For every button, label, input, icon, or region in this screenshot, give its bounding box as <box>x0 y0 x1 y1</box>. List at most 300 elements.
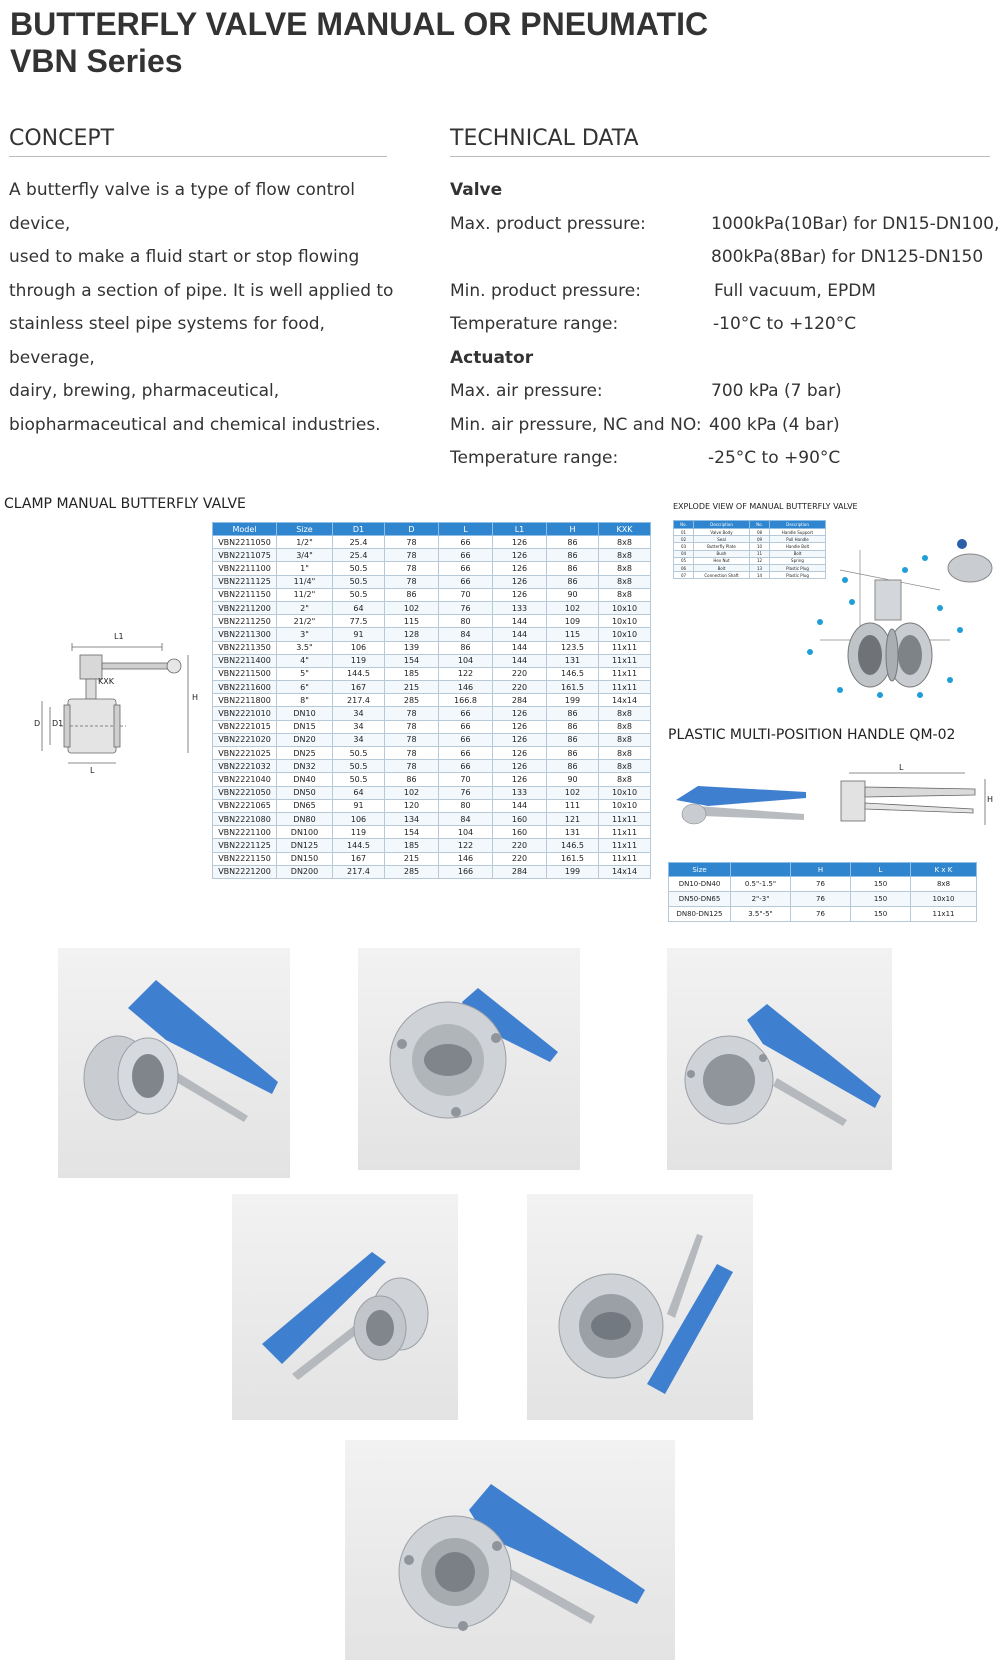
clamp-table-cell: VBN2211500 <box>213 667 277 680</box>
clamp-table-cell: 86 <box>385 588 439 601</box>
explode-table-cell: 07 <box>674 572 694 579</box>
explode-table-cell: 13 <box>750 564 770 571</box>
handle-column-header: Size <box>669 863 731 877</box>
clamp-table-cell: 11x11 <box>599 641 651 654</box>
clamp-table-cell: 50.5 <box>333 588 385 601</box>
clamp-table-cell: 160 <box>493 826 547 839</box>
handle-table-cell: DN10-DN40 <box>669 877 731 892</box>
clamp-table-cell: 5" <box>277 667 333 680</box>
clamp-table-cell: 10x10 <box>599 628 651 641</box>
clamp-table-cell: 66 <box>439 760 493 773</box>
clamp-table-cell: 11x11 <box>599 681 651 694</box>
clamp-table-cell: 3" <box>277 628 333 641</box>
explode-table-cell: Plastic Plug <box>770 572 826 579</box>
clamp-table-cell: 119 <box>333 654 385 667</box>
explode-table-cell: Seal <box>694 536 750 543</box>
clamp-table-cell: 90 <box>547 588 599 601</box>
clamp-table-cell: 102 <box>547 601 599 614</box>
clamp-table-cell: VBN2211100 <box>213 562 277 575</box>
clamp-table-cell: 119 <box>333 826 385 839</box>
clamp-table-cell: DN65 <box>277 799 333 812</box>
clamp-table-cell: 8x8 <box>599 707 651 720</box>
clamp-table-cell: VBN2221020 <box>213 733 277 746</box>
clamp-table-cell: 160 <box>493 812 547 825</box>
clamp-table-cell: VBN2211400 <box>213 654 277 667</box>
valve-photo-4 <box>232 1194 458 1420</box>
clamp-table-cell: VBN2221015 <box>213 720 277 733</box>
explode-column-header: Description <box>770 521 826 529</box>
handle-table-row <box>669 877 977 892</box>
valve-subheading: Valve <box>450 180 503 200</box>
actuator-subheading: Actuator <box>450 347 534 368</box>
clamp-table-cell: 120 <box>385 799 439 812</box>
clamp-table-cell: 70 <box>439 773 493 786</box>
clamp-table-cell: 50.5 <box>333 575 385 588</box>
clamp-table-cell: 126 <box>493 575 547 588</box>
explode-table-cell: Butterfly Plate <box>694 543 750 550</box>
explode-table-cell: Pull Handle <box>770 536 826 543</box>
clamp-table-cell: 66 <box>439 562 493 575</box>
min-pressure-value: Full vacuum, EPDM <box>714 280 876 301</box>
clamp-table-cell: VBN2211050 <box>213 536 277 549</box>
clamp-table-cell: 14x14 <box>599 865 651 878</box>
clamp-table-cell: 8x8 <box>599 575 651 588</box>
clamp-table-cell: 133 <box>493 786 547 799</box>
explode-table-cell: 12 <box>750 557 770 564</box>
clamp-table-cell: 144 <box>493 615 547 628</box>
clamp-table-cell: 8" <box>277 694 333 707</box>
explode-table-cell: 08 <box>750 529 770 536</box>
concept-paragraph <box>9 174 409 442</box>
handle-table-cell: 8x8 <box>911 877 977 892</box>
clamp-table-cell: 50.5 <box>333 760 385 773</box>
clamp-column-header: Size <box>277 523 333 536</box>
concept-line: biopharmaceutical and chemical industries. <box>9 414 381 435</box>
clamp-table-cell: 126 <box>493 760 547 773</box>
technical-divider <box>450 156 990 157</box>
clamp-table-cell: VBN2221025 <box>213 747 277 760</box>
handle-table-cell: 76 <box>791 892 851 907</box>
clamp-table-cell: 199 <box>547 865 599 878</box>
clamp-table-row <box>213 826 651 839</box>
clamp-table-cell: 126 <box>493 773 547 786</box>
clamp-table-cell: 91 <box>333 799 385 812</box>
handle-label-h: H <box>987 795 994 804</box>
clamp-table-cell: DN15 <box>277 720 333 733</box>
explode-table-cell: 03 <box>674 543 694 550</box>
clamp-table-cell: 106 <box>333 812 385 825</box>
clamp-table-cell: 90 <box>547 773 599 786</box>
clamp-table-row <box>213 694 651 707</box>
concept-line: dairy, brewing, pharmaceutical, <box>9 381 280 401</box>
clamp-table-cell: 8x8 <box>599 760 651 773</box>
clamp-table-cell: 126 <box>493 733 547 746</box>
explode-column-header: No. <box>750 521 770 529</box>
clamp-table-cell: 34 <box>333 720 385 733</box>
clamp-table-cell: VBN2221080 <box>213 812 277 825</box>
clamp-table-cell: 8x8 <box>599 549 651 562</box>
explode-table-cell: Spring <box>770 557 826 564</box>
handle-photo-icon <box>668 770 818 836</box>
clamp-table-row <box>213 852 651 865</box>
clamp-table-cell: 215 <box>385 852 439 865</box>
clamp-table-cell: 166 <box>439 865 493 878</box>
actuator-temp-label: Temperature range: <box>450 448 619 468</box>
clamp-table-cell: 146.5 <box>547 667 599 680</box>
clamp-table-cell: 50.5 <box>333 747 385 760</box>
clamp-table-row <box>213 720 651 733</box>
clamp-table-cell: DN80 <box>277 812 333 825</box>
explode-table-cell: Bolt <box>694 564 750 571</box>
clamp-table-cell: 146 <box>439 852 493 865</box>
clamp-column-header: H <box>547 523 599 536</box>
clamp-table-cell: 126 <box>493 747 547 760</box>
clamp-table-row <box>213 786 651 799</box>
clamp-table-cell: 10x10 <box>599 601 651 614</box>
clamp-table-row <box>213 641 651 654</box>
clamp-table-cell: 66 <box>439 733 493 746</box>
explode-table-cell: Handle Bolt <box>770 543 826 550</box>
clamp-table-cell: 78 <box>385 747 439 760</box>
handle-table-cell: DN50-DN65 <box>669 892 731 907</box>
clamp-table-cell: 126 <box>493 720 547 733</box>
clamp-table-cell: 78 <box>385 707 439 720</box>
handle-table-row <box>669 907 977 922</box>
technical-heading: TECHNICAL DATA <box>450 126 639 151</box>
clamp-table-cell: DN10 <box>277 707 333 720</box>
clamp-column-header: D1 <box>333 523 385 536</box>
clamp-table-cell: 70 <box>439 588 493 601</box>
concept-line: stainless steel pipe systems for food, beverage, <box>9 314 325 368</box>
clamp-table-cell: 126 <box>493 562 547 575</box>
clamp-table-cell: 14x14 <box>599 694 651 707</box>
clamp-table-cell: 102 <box>385 601 439 614</box>
clamp-table-cell: DN25 <box>277 747 333 760</box>
clamp-table-cell: 78 <box>385 760 439 773</box>
temperature-label: Temperature range: <box>450 314 619 334</box>
clamp-table-cell: 121 <box>547 812 599 825</box>
clamp-table-cell: VBN2211800 <box>213 694 277 707</box>
handle-table-cell: 3.5"-5" <box>731 907 791 922</box>
actuator-temp-value: -25°C to +90°C <box>708 448 841 468</box>
handle-table-row <box>669 892 977 907</box>
clamp-table-row <box>213 615 651 628</box>
clamp-table-cell: 220 <box>493 839 547 852</box>
clamp-table-cell: 144 <box>493 628 547 641</box>
explode-table-cell: 11 <box>750 550 770 557</box>
explode-table-cell: Valve Body <box>694 529 750 536</box>
valve-photo-5 <box>527 1194 753 1420</box>
clamp-table-cell: 123.5 <box>547 641 599 654</box>
clamp-table-cell: 21/2" <box>277 615 333 628</box>
clamp-table-cell: 77.5 <box>333 615 385 628</box>
explode-table-cell: 02 <box>674 536 694 543</box>
valve-drawing-icon <box>30 625 200 775</box>
handle-table-cell: 150 <box>851 877 911 892</box>
page-title <box>10 6 708 80</box>
clamp-table-cell: 86 <box>547 720 599 733</box>
clamp-table-row <box>213 839 651 852</box>
handle-table-cell: DN80-DN125 <box>669 907 731 922</box>
clamp-table-cell: 76 <box>439 601 493 614</box>
clamp-table-cell: 131 <box>547 654 599 667</box>
clamp-table-cell: 139 <box>385 641 439 654</box>
clamp-table-cell: 154 <box>385 654 439 667</box>
clamp-table-cell: 8x8 <box>599 733 651 746</box>
clamp-table-cell: 64 <box>333 601 385 614</box>
clamp-table-cell: VBN2221050 <box>213 786 277 799</box>
temperature-value: -10°C to +120°C <box>713 314 857 334</box>
max-air-value: 700 kPa (7 bar) <box>711 381 842 401</box>
handle-spec-table <box>668 862 977 922</box>
clamp-table-cell: VBN2221032 <box>213 760 277 773</box>
clamp-table-cell: VBN2211075 <box>213 549 277 562</box>
clamp-column-header: D <box>385 523 439 536</box>
concept-divider <box>9 156 387 157</box>
clamp-table-cell: 66 <box>439 747 493 760</box>
clamp-table-cell: 220 <box>493 852 547 865</box>
clamp-table-cell: 122 <box>439 839 493 852</box>
clamp-table-cell: 25.4 <box>333 536 385 549</box>
clamp-caption: CLAMP MANUAL BUTTERFLY VALVE <box>4 496 246 512</box>
handle-column-header: L <box>851 863 911 877</box>
clamp-table-cell: 3/4" <box>277 549 333 562</box>
clamp-table-cell: 86 <box>547 747 599 760</box>
clamp-table-cell: 6" <box>277 681 333 694</box>
clamp-table-cell: 126 <box>493 588 547 601</box>
clamp-table-cell: 215 <box>385 681 439 694</box>
clamp-table-cell: 11x11 <box>599 654 651 667</box>
clamp-table-cell: 11/2" <box>277 588 333 601</box>
handle-table-cell: 0.5"-1.5" <box>731 877 791 892</box>
handle-drawing-icon <box>835 765 995 839</box>
clamp-table-cell: 66 <box>439 575 493 588</box>
clamp-table-cell: 11/4" <box>277 575 333 588</box>
handle-table-cell: 2"-3" <box>731 892 791 907</box>
clamp-table-cell: 8x8 <box>599 562 651 575</box>
handle-column-header: K x K <box>911 863 977 877</box>
clamp-table-cell: 34 <box>333 707 385 720</box>
clamp-table-cell: VBN2221065 <box>213 799 277 812</box>
title-line-2: VBN Series <box>10 43 183 79</box>
title-line-1: BUTTERFLY VALVE MANUAL OR PNEUMATIC <box>10 6 709 42</box>
clamp-column-header: KXK <box>599 523 651 536</box>
concept-line: used to make a fluid start or stop flowing <box>9 247 360 267</box>
clamp-table-cell: 80 <box>439 799 493 812</box>
clamp-table-cell: 86 <box>547 733 599 746</box>
clamp-table-cell: 161.5 <box>547 852 599 865</box>
clamp-table-cell: 11x11 <box>599 852 651 865</box>
handle-column-header <box>731 863 791 877</box>
handle-table-cell: 10x10 <box>911 892 977 907</box>
handle-label-l: L <box>899 763 904 772</box>
clamp-table-cell: 86 <box>385 773 439 786</box>
clamp-table-cell: 1/2" <box>277 536 333 549</box>
valve-photo-3 <box>667 948 892 1170</box>
explode-table-cell: Hex Nut <box>694 557 750 564</box>
clamp-table-cell: 154 <box>385 826 439 839</box>
clamp-table-cell: 126 <box>493 549 547 562</box>
explode-table-cell: 10 <box>750 543 770 550</box>
explode-table-cell: Connection Shaft <box>694 572 750 579</box>
explode-table-cell: 14 <box>750 572 770 579</box>
clamp-table-cell: 78 <box>385 733 439 746</box>
clamp-table-row <box>213 707 651 720</box>
clamp-table-row <box>213 747 651 760</box>
clamp-table-row <box>213 549 651 562</box>
explode-table-cell: Plastic Plug <box>770 564 826 571</box>
clamp-table-cell: 64 <box>333 786 385 799</box>
clamp-table-cell: 78 <box>385 536 439 549</box>
explode-column-header: No. <box>674 521 694 529</box>
explode-caption: EXPLODE VIEW OF MANUAL BUTTERFLY VALVE <box>673 502 858 511</box>
clamp-table-cell: 86 <box>547 707 599 720</box>
clamp-table-cell: 131 <box>547 826 599 839</box>
clamp-table-cell: DN32 <box>277 760 333 773</box>
clamp-table-cell: 284 <box>493 694 547 707</box>
clamp-table-cell: 284 <box>493 865 547 878</box>
clamp-table-cell: 78 <box>385 549 439 562</box>
clamp-table-cell: 10x10 <box>599 615 651 628</box>
handle-table-cell: 76 <box>791 877 851 892</box>
clamp-table-cell: 10x10 <box>599 799 651 812</box>
clamp-table-cell: VBN2211200 <box>213 601 277 614</box>
clamp-table-cell: 144 <box>493 654 547 667</box>
handle-column-header: H <box>791 863 851 877</box>
clamp-table-cell: VBN2221150 <box>213 852 277 865</box>
exploded-view-drawing-icon <box>800 530 995 705</box>
clamp-table-cell: 86 <box>439 641 493 654</box>
clamp-table-cell: 86 <box>547 575 599 588</box>
clamp-table-cell: 126 <box>493 707 547 720</box>
clamp-table-cell: 217.4 <box>333 694 385 707</box>
drawing-label-l1: L1 <box>114 632 124 641</box>
clamp-table-row <box>213 536 651 549</box>
valve-photo-1 <box>58 948 290 1178</box>
clamp-table-cell: 86 <box>547 536 599 549</box>
clamp-table-cell: 78 <box>385 720 439 733</box>
clamp-table-row <box>213 812 651 825</box>
clamp-spec-table <box>212 522 651 879</box>
clamp-table-cell: 11x11 <box>599 667 651 680</box>
concept-line: through a section of pipe. It is well applied to <box>9 280 394 301</box>
clamp-table-cell: 185 <box>385 667 439 680</box>
clamp-table-cell: 144.5 <box>333 667 385 680</box>
max-pressure-value: 1000kPa(10Bar) for DN15-DN100, <box>711 213 1000 234</box>
clamp-table-cell: 285 <box>385 694 439 707</box>
clamp-table-cell: 115 <box>547 628 599 641</box>
clamp-table-cell: VBN2211250 <box>213 615 277 628</box>
drawing-label-l: L <box>90 766 95 775</box>
valve-photo-2 <box>358 948 580 1170</box>
clamp-table-row <box>213 575 651 588</box>
clamp-table-cell: 8x8 <box>599 720 651 733</box>
clamp-table-cell: 1" <box>277 562 333 575</box>
clamp-table-cell: 144 <box>493 641 547 654</box>
clamp-table-cell: 220 <box>493 667 547 680</box>
clamp-table-cell: 66 <box>439 707 493 720</box>
clamp-table-cell: 8x8 <box>599 588 651 601</box>
clamp-table-cell: 86 <box>547 760 599 773</box>
clamp-table-cell: DN50 <box>277 786 333 799</box>
clamp-table-cell: VBN2221125 <box>213 839 277 852</box>
clamp-table-row <box>213 654 651 667</box>
clamp-table-cell: 4" <box>277 654 333 667</box>
clamp-table-row <box>213 760 651 773</box>
clamp-table-cell: 11x11 <box>599 839 651 852</box>
handle-table-cell: 150 <box>851 892 911 907</box>
min-air-value: 400 kPa (4 bar) <box>709 414 840 435</box>
drawing-label-d1: D1 <box>52 719 64 728</box>
clamp-table-cell: 25.4 <box>333 549 385 562</box>
clamp-table-cell: 11x11 <box>599 826 651 839</box>
clamp-table-cell: 50.5 <box>333 773 385 786</box>
handle-table-cell: 11x11 <box>911 907 977 922</box>
clamp-table-cell: DN125 <box>277 839 333 852</box>
clamp-table-cell: 104 <box>439 826 493 839</box>
clamp-table-cell: 111 <box>547 799 599 812</box>
drawing-label-d: D <box>34 719 41 728</box>
clamp-table-cell: 84 <box>439 628 493 641</box>
handle-table-cell: 76 <box>791 907 851 922</box>
min-air-label: Min. air pressure, NC and NO: <box>450 414 702 435</box>
clamp-table-row <box>213 588 651 601</box>
clamp-table-row <box>213 601 651 614</box>
clamp-table-cell: VBN2221200 <box>213 865 277 878</box>
clamp-table-cell: 11x11 <box>599 812 651 825</box>
valve-photo-6 <box>345 1440 675 1660</box>
clamp-table-cell: 285 <box>385 865 439 878</box>
clamp-table-cell: 220 <box>493 681 547 694</box>
clamp-table-row <box>213 773 651 786</box>
clamp-table-cell: 8x8 <box>599 747 651 760</box>
clamp-table-cell: 167 <box>333 852 385 865</box>
clamp-table-cell: 146 <box>439 681 493 694</box>
clamp-column-header: Model <box>213 523 277 536</box>
clamp-table-cell: 126 <box>493 536 547 549</box>
explode-table-cell: 09 <box>750 536 770 543</box>
clamp-table-cell: 128 <box>385 628 439 641</box>
clamp-table-cell: 34 <box>333 733 385 746</box>
clamp-table-row <box>213 562 651 575</box>
concept-line: A butterfly valve is a type of flow control device, <box>9 180 355 234</box>
clamp-table-cell: 2" <box>277 601 333 614</box>
clamp-table-row <box>213 681 651 694</box>
clamp-table-cell: 78 <box>385 575 439 588</box>
clamp-table-cell: 102 <box>385 786 439 799</box>
explode-table-cell: 05 <box>674 557 694 564</box>
clamp-table-row <box>213 865 651 878</box>
clamp-table-cell: 133 <box>493 601 547 614</box>
clamp-table-cell: 91 <box>333 628 385 641</box>
explode-table-cell: Handle Support <box>770 529 826 536</box>
clamp-table-cell: 161.5 <box>547 681 599 694</box>
clamp-table-cell: 10x10 <box>599 786 651 799</box>
clamp-table-row <box>213 799 651 812</box>
min-pressure-label: Min. product pressure: <box>450 280 641 301</box>
concept-heading: CONCEPT <box>9 126 115 151</box>
max-pressure-label: Max. product pressure: <box>450 213 646 234</box>
clamp-table-row <box>213 733 651 746</box>
explode-table-cell: Bolt <box>770 550 826 557</box>
max-pressure-value-2: 800kPa(8Bar) for DN125-DN150 <box>711 247 984 267</box>
clamp-table-row <box>213 667 651 680</box>
clamp-table-cell: 86 <box>547 562 599 575</box>
clamp-table-cell: DN40 <box>277 773 333 786</box>
clamp-table-cell: 115 <box>385 615 439 628</box>
clamp-table-cell: DN100 <box>277 826 333 839</box>
handle-caption: PLASTIC MULTI-POSITION HANDLE QM-02 <box>668 727 956 743</box>
